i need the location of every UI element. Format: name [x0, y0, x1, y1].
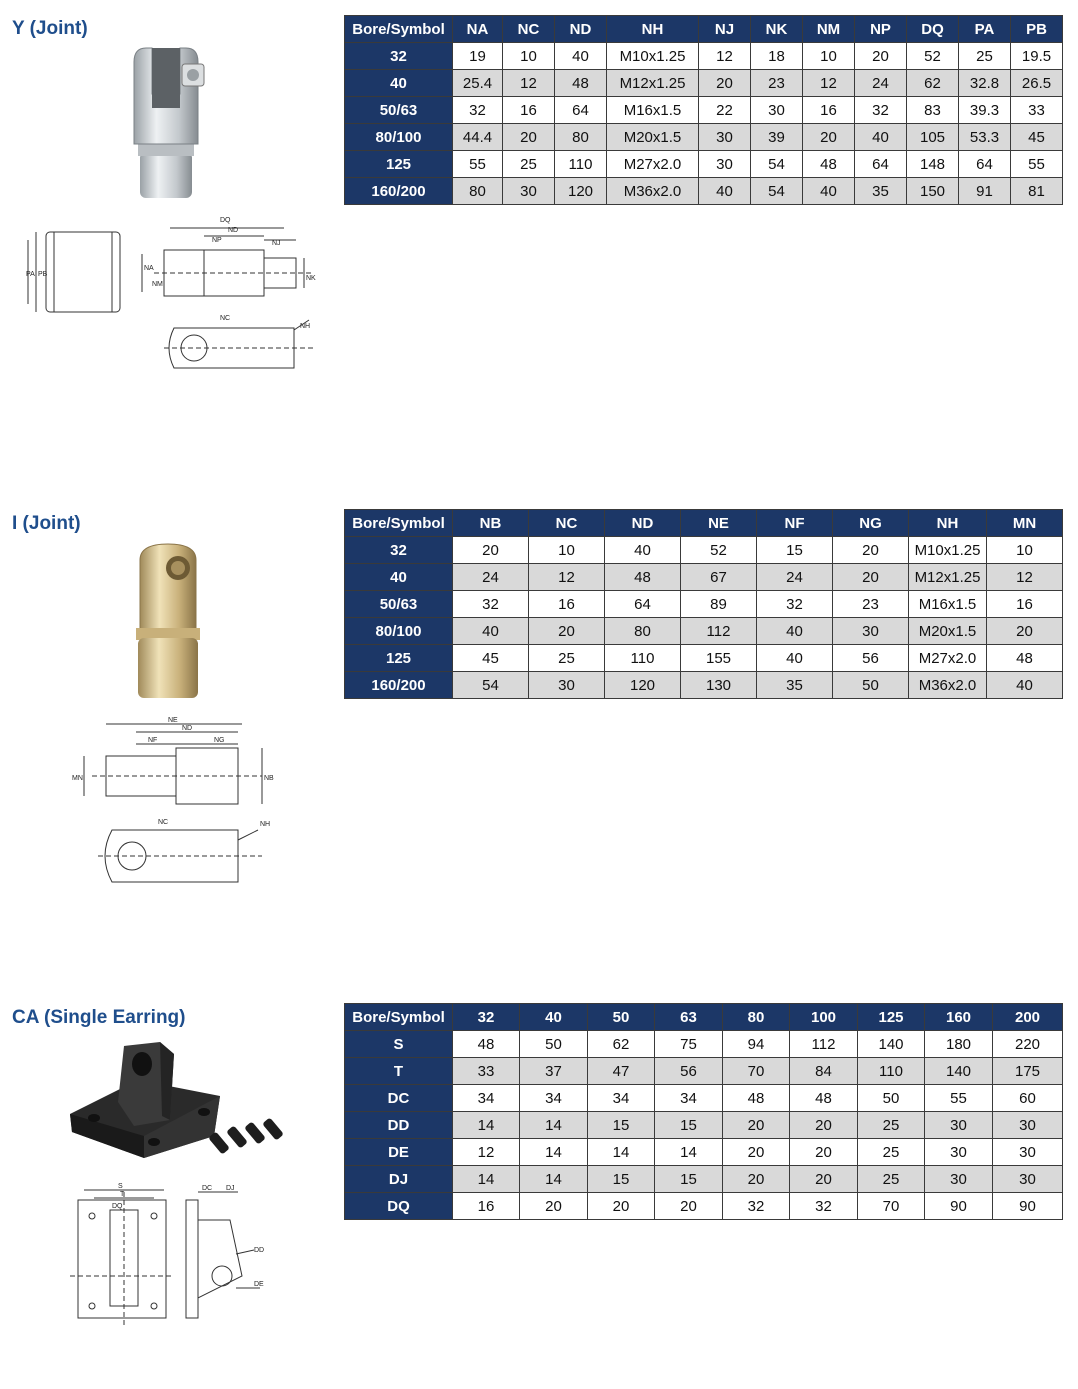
table-cell: 30: [993, 1139, 1063, 1166]
svg-text:NF: NF: [148, 737, 158, 744]
table-row: [345, 618, 1063, 645]
table-cell: 20: [790, 1166, 858, 1193]
table-cell: 40: [987, 672, 1063, 699]
y-joint-table: [344, 15, 1063, 205]
header-cell: 50: [588, 1004, 655, 1031]
table-cell: 12: [503, 70, 555, 97]
table-cell: 25: [529, 645, 605, 672]
table-cell: 20: [723, 1139, 790, 1166]
table-cell: 25: [959, 43, 1011, 70]
table-cell: 34: [453, 1085, 520, 1112]
table-cell: 37: [520, 1058, 588, 1085]
row-label-cell: 32: [345, 43, 453, 70]
table-cell: 12: [453, 1139, 520, 1166]
row-label-cell: 125: [345, 151, 453, 178]
table-cell: 25: [858, 1112, 925, 1139]
table-header-row: [345, 16, 1063, 43]
table-cell: 24: [757, 564, 833, 591]
table-cell: 40: [555, 43, 607, 70]
table-cell: 56: [655, 1058, 723, 1085]
table-cell: 50: [520, 1031, 588, 1058]
table-cell: 155: [681, 645, 757, 672]
header-cell: NC: [503, 16, 555, 43]
table-cell: 20: [723, 1112, 790, 1139]
row-label-cell: DJ: [345, 1166, 453, 1193]
table-cell: 20: [790, 1139, 858, 1166]
header-cell: PB: [1011, 16, 1063, 43]
table-cell: 64: [855, 151, 907, 178]
table-cell: 39: [751, 124, 803, 151]
table-cell: 20: [833, 537, 909, 564]
row-label-cell: S: [345, 1031, 453, 1058]
table-header-row: [345, 1004, 1063, 1031]
table-cell: 34: [520, 1085, 588, 1112]
section-title-ca-single-earring: CA (Single Earring): [12, 1007, 186, 1028]
table-cell: 32: [757, 591, 833, 618]
table-cell: 30: [529, 672, 605, 699]
table-cell: 110: [605, 645, 681, 672]
table-cell: 30: [925, 1166, 993, 1193]
table-cell: 15: [655, 1166, 723, 1193]
table-cell: 52: [907, 43, 959, 70]
table-cell: 112: [681, 618, 757, 645]
table-cell: 45: [1011, 124, 1063, 151]
table-cell: 12: [529, 564, 605, 591]
svg-text:MN: MN: [72, 775, 83, 782]
table-cell: 62: [588, 1031, 655, 1058]
table-cell: 34: [588, 1085, 655, 1112]
table-cell: 50: [833, 672, 909, 699]
table-row: [345, 1193, 1063, 1220]
svg-text:ND: ND: [228, 227, 239, 234]
table-cell: 30: [751, 97, 803, 124]
table-cell: 20: [588, 1193, 655, 1220]
header-cell: NK: [751, 16, 803, 43]
header-cell: NH: [607, 16, 699, 43]
table-cell: 60: [993, 1085, 1063, 1112]
table-cell: 34: [655, 1085, 723, 1112]
table-row: [345, 645, 1063, 672]
table-cell: 90: [925, 1193, 993, 1220]
table-cell: 120: [555, 178, 607, 205]
table-cell: 14: [655, 1139, 723, 1166]
row-label-cell: 32: [345, 537, 453, 564]
table-cell: 14: [520, 1166, 588, 1193]
row-label-cell: 40: [345, 70, 453, 97]
table-cell: 14: [520, 1139, 588, 1166]
table-cell: 20: [803, 124, 855, 151]
table-row: [345, 1085, 1063, 1112]
ca-earring-drawing: [70, 1180, 280, 1330]
table-cell: 40: [803, 178, 855, 205]
row-label-cell: DC: [345, 1085, 453, 1112]
table-cell: 30: [699, 124, 751, 151]
svg-text:NJ: NJ: [272, 240, 281, 247]
table-cell: 40: [605, 537, 681, 564]
i-joint-drawing: [62, 712, 292, 888]
table-cell: 55: [453, 151, 503, 178]
table-cell: 48: [987, 645, 1063, 672]
table-cell: M20x1.5: [607, 124, 699, 151]
table-cell: 140: [925, 1058, 993, 1085]
table-row: [345, 97, 1063, 124]
table-cell: 120: [605, 672, 681, 699]
table-cell: 70: [723, 1058, 790, 1085]
table-cell: M10x1.25: [607, 43, 699, 70]
header-cell: 160: [925, 1004, 993, 1031]
table-cell: 20: [833, 564, 909, 591]
table-row: [345, 178, 1063, 205]
table-cell: 35: [757, 672, 833, 699]
table-cell: 40: [757, 618, 833, 645]
header-cell: DQ: [907, 16, 959, 43]
header-cell: MN: [987, 510, 1063, 537]
table-cell: 26.5: [1011, 70, 1063, 97]
table-cell: 20: [723, 1166, 790, 1193]
table-cell: M27x2.0: [607, 151, 699, 178]
table-cell: 81: [1011, 178, 1063, 205]
svg-text:NK: NK: [306, 275, 316, 282]
table-cell: 55: [1011, 151, 1063, 178]
svg-text:NP: NP: [212, 237, 222, 244]
table-cell: 20: [987, 618, 1063, 645]
table-row: [345, 564, 1063, 591]
table-cell: 32: [453, 591, 529, 618]
table-cell: 80: [453, 178, 503, 205]
table-cell: 24: [453, 564, 529, 591]
table-cell: 20: [855, 43, 907, 70]
table-cell: M12x1.25: [909, 564, 987, 591]
table-cell: 33: [1011, 97, 1063, 124]
svg-text:PA: PA: [26, 271, 35, 278]
header-cell: 32: [453, 1004, 520, 1031]
y-joint-photo: [128, 44, 212, 200]
table-row: [345, 1031, 1063, 1058]
table-cell: 32: [790, 1193, 858, 1220]
header-cell: NH: [909, 510, 987, 537]
table-cell: 64: [555, 97, 607, 124]
table-cell: 110: [555, 151, 607, 178]
table-cell: 12: [803, 70, 855, 97]
header-cell: 100: [790, 1004, 858, 1031]
table-cell: 19: [453, 43, 503, 70]
table-cell: 89: [681, 591, 757, 618]
table-cell: 54: [751, 178, 803, 205]
i-joint-table: [344, 509, 1063, 699]
table-cell: 48: [605, 564, 681, 591]
row-label-cell: 160/200: [345, 672, 453, 699]
ca-earring-table: [344, 1003, 1063, 1220]
table-cell: 24: [855, 70, 907, 97]
header-cell: Bore/Symbol: [345, 1004, 453, 1031]
table-cell: 20: [453, 537, 529, 564]
header-cell: Bore/Symbol: [345, 16, 453, 43]
table-cell: 14: [520, 1112, 588, 1139]
svg-text:DC: DC: [202, 1185, 213, 1192]
section-title-i-joint: I (Joint): [12, 513, 81, 534]
section-title-y-joint: Y (Joint): [12, 18, 88, 39]
header-cell: NP: [855, 16, 907, 43]
table-row: [345, 537, 1063, 564]
table-cell: 25: [858, 1139, 925, 1166]
svg-text:NE: NE: [168, 717, 178, 724]
table-cell: 80: [555, 124, 607, 151]
svg-text:DE: DE: [254, 1281, 264, 1288]
table-cell: 20: [520, 1193, 588, 1220]
header-cell: NF: [757, 510, 833, 537]
table-cell: 25: [503, 151, 555, 178]
svg-text:S: S: [118, 1183, 123, 1190]
header-cell: PA: [959, 16, 1011, 43]
table-cell: 220: [993, 1031, 1063, 1058]
table-cell: 48: [790, 1085, 858, 1112]
svg-text:NC: NC: [158, 819, 169, 826]
table-cell: 33: [453, 1058, 520, 1085]
svg-text:NH: NH: [300, 323, 311, 330]
table-cell: 16: [803, 97, 855, 124]
row-label-cell: 80/100: [345, 618, 453, 645]
table-cell: 16: [529, 591, 605, 618]
row-label-cell: 40: [345, 564, 453, 591]
table-cell: 20: [699, 70, 751, 97]
table-row: [345, 1166, 1063, 1193]
header-cell: NE: [681, 510, 757, 537]
table-cell: 23: [751, 70, 803, 97]
table-cell: 70: [858, 1193, 925, 1220]
table-cell: M16x1.5: [607, 97, 699, 124]
table-cell: 15: [757, 537, 833, 564]
table-cell: 47: [588, 1058, 655, 1085]
table-row: [345, 1058, 1063, 1085]
table-cell: 10: [529, 537, 605, 564]
table-cell: 12: [987, 564, 1063, 591]
table-cell: 25.4: [453, 70, 503, 97]
header-cell: NM: [803, 16, 855, 43]
table-cell: M36x2.0: [909, 672, 987, 699]
table-row: [345, 124, 1063, 151]
table-cell: 112: [790, 1031, 858, 1058]
table-cell: 16: [503, 97, 555, 124]
table-cell: 94: [723, 1031, 790, 1058]
row-label-cell: 125: [345, 645, 453, 672]
table-cell: 45: [453, 645, 529, 672]
table-cell: M16x1.5: [909, 591, 987, 618]
svg-text:NH: NH: [260, 821, 271, 828]
table-cell: 180: [925, 1031, 993, 1058]
table-cell: 30: [699, 151, 751, 178]
table-cell: 175: [993, 1058, 1063, 1085]
row-label-cell: T: [345, 1058, 453, 1085]
svg-text:PB: PB: [38, 271, 48, 278]
svg-text:ND: ND: [182, 725, 193, 732]
table-cell: 48: [723, 1085, 790, 1112]
table-cell: 130: [681, 672, 757, 699]
table-cell: M27x2.0: [909, 645, 987, 672]
table-cell: 20: [655, 1193, 723, 1220]
svg-text:NB: NB: [264, 775, 274, 782]
table-cell: 15: [655, 1112, 723, 1139]
header-cell: ND: [605, 510, 681, 537]
table-row: [345, 1112, 1063, 1139]
table-cell: 91: [959, 178, 1011, 205]
svg-text:DQ: DQ: [220, 217, 231, 224]
table-cell: 32: [453, 97, 503, 124]
table-cell: 14: [453, 1112, 520, 1139]
table-cell: 16: [987, 591, 1063, 618]
table-cell: 22: [699, 97, 751, 124]
table-row: [345, 672, 1063, 699]
header-cell: NJ: [699, 16, 751, 43]
table-cell: 20: [503, 124, 555, 151]
table-cell: 90: [993, 1193, 1063, 1220]
table-cell: 53.3: [959, 124, 1011, 151]
table-cell: 10: [803, 43, 855, 70]
table-cell: 148: [907, 151, 959, 178]
table-row: [345, 1139, 1063, 1166]
row-label-cell: DD: [345, 1112, 453, 1139]
table-cell: 25: [858, 1166, 925, 1193]
table-cell: M36x2.0: [607, 178, 699, 205]
svg-text:NC: NC: [220, 315, 231, 322]
table-cell: 32: [855, 97, 907, 124]
header-cell: ND: [555, 16, 607, 43]
table-cell: 30: [503, 178, 555, 205]
table-cell: 105: [907, 124, 959, 151]
svg-text:NM: NM: [152, 281, 163, 288]
table-cell: 14: [588, 1139, 655, 1166]
table-cell: 80: [605, 618, 681, 645]
table-cell: 39.3: [959, 97, 1011, 124]
table-cell: 20: [529, 618, 605, 645]
header-cell: 125: [858, 1004, 925, 1031]
table-cell: 56: [833, 645, 909, 672]
row-label-cell: DQ: [345, 1193, 453, 1220]
table-cell: 35: [855, 178, 907, 205]
row-label-cell: 50/63: [345, 97, 453, 124]
header-cell: NG: [833, 510, 909, 537]
table-cell: 52: [681, 537, 757, 564]
table-cell: 18: [751, 43, 803, 70]
table-cell: 75: [655, 1031, 723, 1058]
svg-text:DD: DD: [254, 1247, 265, 1254]
table-cell: 40: [855, 124, 907, 151]
table-cell: M10x1.25: [909, 537, 987, 564]
table-cell: M20x1.5: [909, 618, 987, 645]
header-cell: 63: [655, 1004, 723, 1031]
table-cell: 40: [699, 178, 751, 205]
y-joint-drawing: [24, 210, 324, 380]
table-cell: 15: [588, 1166, 655, 1193]
table-header-row: [345, 510, 1063, 537]
table-cell: 16: [453, 1193, 520, 1220]
row-label-cell: DE: [345, 1139, 453, 1166]
svg-text:DQ: DQ: [112, 1203, 123, 1210]
svg-text:DJ: DJ: [226, 1185, 235, 1192]
header-cell: NB: [453, 510, 529, 537]
header-cell: 40: [520, 1004, 588, 1031]
svg-text:NG: NG: [214, 737, 225, 744]
table-cell: 140: [858, 1031, 925, 1058]
row-label-cell: 50/63: [345, 591, 453, 618]
table-cell: 30: [833, 618, 909, 645]
header-cell: 80: [723, 1004, 790, 1031]
table-row: [345, 151, 1063, 178]
table-cell: 12: [699, 43, 751, 70]
svg-text:NA: NA: [144, 265, 154, 272]
header-cell: 200: [993, 1004, 1063, 1031]
table-cell: 64: [605, 591, 681, 618]
table-cell: 19.5: [1011, 43, 1063, 70]
svg-text:T: T: [120, 1191, 125, 1198]
table-cell: 30: [925, 1112, 993, 1139]
table-cell: 23: [833, 591, 909, 618]
table-cell: 40: [453, 618, 529, 645]
ca-earring-photo: [64, 1036, 304, 1160]
table-cell: 64: [959, 151, 1011, 178]
table-cell: 54: [751, 151, 803, 178]
table-cell: 20: [790, 1112, 858, 1139]
table-cell: 67: [681, 564, 757, 591]
header-cell: Bore/Symbol: [345, 510, 453, 537]
row-label-cell: 160/200: [345, 178, 453, 205]
table-cell: 110: [858, 1058, 925, 1085]
table-cell: 48: [803, 151, 855, 178]
header-cell: NA: [453, 16, 503, 43]
table-row: [345, 591, 1063, 618]
table-cell: 10: [987, 537, 1063, 564]
table-cell: 48: [453, 1031, 520, 1058]
row-label-cell: 80/100: [345, 124, 453, 151]
table-cell: 32.8: [959, 70, 1011, 97]
header-cell: NC: [529, 510, 605, 537]
table-cell: 30: [993, 1166, 1063, 1193]
table-cell: 40: [757, 645, 833, 672]
table-cell: 14: [453, 1166, 520, 1193]
table-cell: 48: [555, 70, 607, 97]
table-row: [345, 70, 1063, 97]
table-cell: 83: [907, 97, 959, 124]
table-cell: 15: [588, 1112, 655, 1139]
table-cell: 32: [723, 1193, 790, 1220]
table-cell: 30: [925, 1139, 993, 1166]
table-cell: 54: [453, 672, 529, 699]
table-cell: 10: [503, 43, 555, 70]
i-joint-photo: [132, 540, 204, 702]
table-cell: 50: [858, 1085, 925, 1112]
table-cell: 44.4: [453, 124, 503, 151]
table-cell: 55: [925, 1085, 993, 1112]
table-cell: 62: [907, 70, 959, 97]
table-row: [345, 43, 1063, 70]
table-cell: M12x1.25: [607, 70, 699, 97]
table-cell: 150: [907, 178, 959, 205]
table-cell: 30: [993, 1112, 1063, 1139]
table-cell: 84: [790, 1058, 858, 1085]
